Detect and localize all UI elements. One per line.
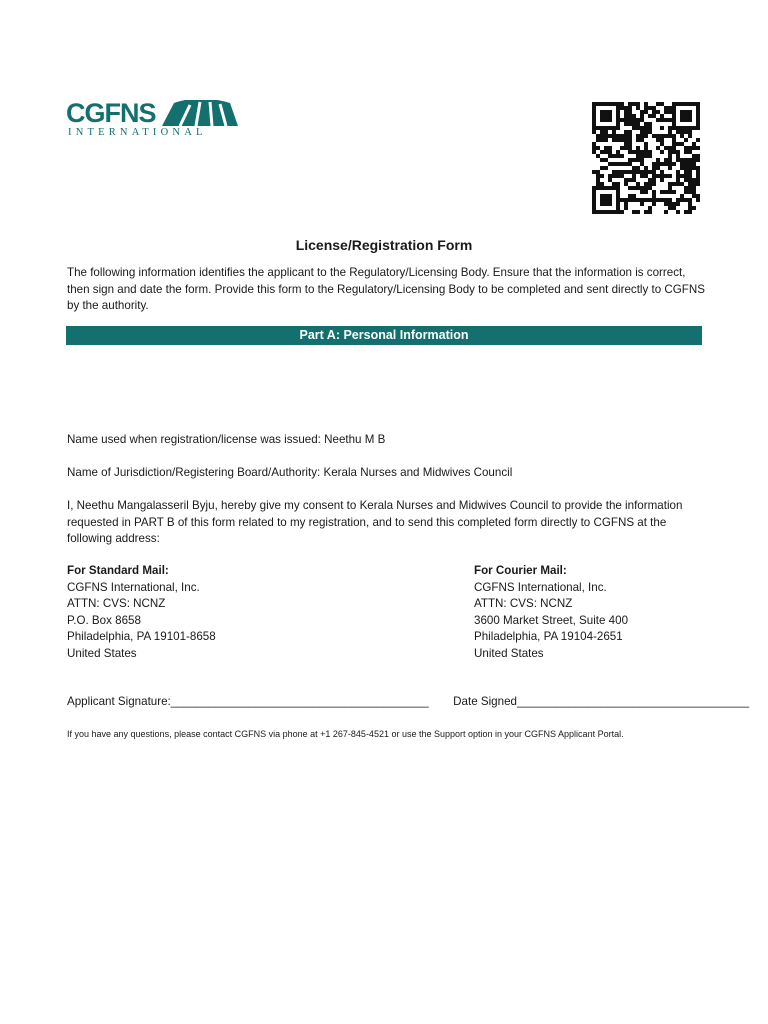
qr-code-icon [592,102,700,214]
address-line: 3600 Market Street, Suite 400 [474,613,629,627]
address-line: CGFNS International, Inc. [67,580,200,594]
name-issued-line: Name used when registration/license was issued: Neethu M B [67,433,386,446]
jurisdiction-line: Name of Jurisdiction/Registering Board/Authority: Kerala Nurses and Midwives Council [67,466,513,479]
address-line: ATTN: CVS: NCNZ [67,597,166,611]
signature-row [67,694,749,710]
applicant-signature-field[interactable]: Applicant Signature:________________________________________ [67,695,429,708]
address-line: ATTN: CVS: NCNZ [474,597,573,611]
logo-arc-icon [160,100,240,126]
address-line: Philadelphia, PA 19101-8658 [67,630,216,644]
contact-footer: If you have any questions, please contact CGFNS via phone at +1 267-845-4521 or use the Support option in your CGFNS Applicant Portal. [67,729,624,739]
consent-text: I, Neethu Mangalasseril Byju, hereby give my consent to Kerala Nurses and Midwives Council to provide the information requested in PART B of this form related to my registration, and to send this completed form directly to CGFNS at the following address: [67,499,683,546]
standard-mail-heading: For Standard Mail: [67,564,169,577]
logo-subtitle: INTERNATIONAL [68,127,207,138]
section-a-header: Part A: Personal Information [66,326,702,345]
standard-mail-address [67,563,216,663]
intro-text: The following information identifies the applicant to the Regulatory/Licensing Body. Ensure that the information is correct, then sign and date the form. Provide this form to the Regulatory/Licensing Body to be completed and sent directly to CGFNS by the authority. [67,266,705,313]
address-line: United States [67,646,137,660]
address-line: P.O. Box 8658 [67,613,141,627]
address-line: CGFNS International, Inc. [474,580,607,594]
cgfns-logo [66,98,246,142]
date-signed-field[interactable]: Date Signed____________________________________ [453,695,750,708]
address-line: Philadelphia, PA 19104-2651 [474,630,623,644]
form-title: License/Registration Form [295,237,473,253]
address-line: United States [474,646,544,660]
logo-wordmark: CGFNS [66,98,156,128]
courier-mail-heading: For Courier Mail: [474,564,567,577]
courier-mail-address [474,563,628,663]
